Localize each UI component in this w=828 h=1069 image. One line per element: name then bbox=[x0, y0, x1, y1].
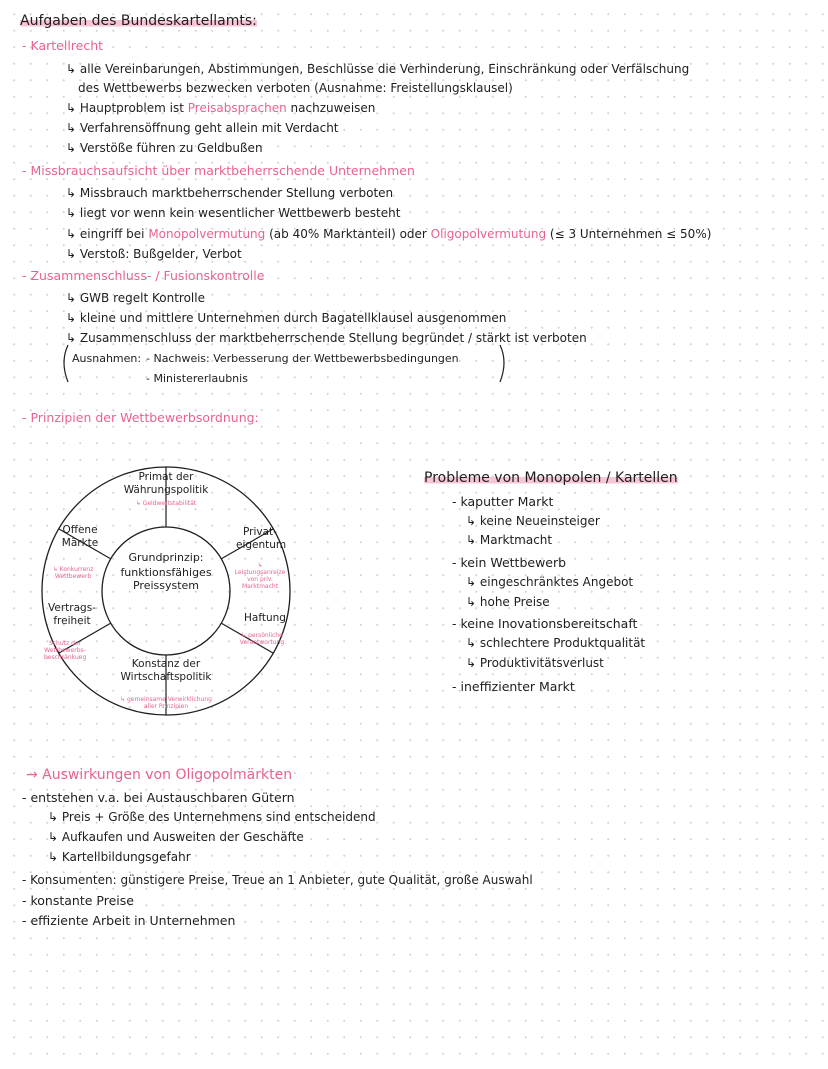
kartellrecht-line-2: ↳ Hauptproblem ist Preisabsprachen nachzuweisen bbox=[66, 101, 376, 115]
wheel-right-top-note: ↳ Leistungsanreize von priv. Marktmacht bbox=[234, 562, 286, 590]
section-fusionskontrolle-heading: - Zusammenschluss- / Fusionskontrolle bbox=[22, 268, 265, 283]
page-title: Aufgaben des Bundeskartellamts: bbox=[20, 13, 257, 29]
wheel-left-top-note: ↳ Konkurrenz Wettbewerb bbox=[52, 566, 94, 580]
kartellrecht-line-4: ↳ Verstöße führen zu Geldbußen bbox=[66, 141, 263, 155]
problem-3a: ↳ schlechtere Produktqualität bbox=[466, 636, 646, 650]
prinzipien-heading: - Prinzipien der Wettbewerbsordnung: bbox=[22, 410, 259, 425]
problem-4: - ineffizienter Markt bbox=[452, 679, 575, 694]
center-title: Grundprinzip: bbox=[128, 551, 204, 564]
oligopolvermutung-term: Oligopolvermutung bbox=[430, 227, 547, 241]
fusion-line-1: ↳ GWB regelt Kontrolle bbox=[66, 291, 205, 305]
problem-1a: ↳ keine Neueinsteiger bbox=[466, 514, 600, 528]
oligopol-line-1: - entstehen v.a. bei Austauschbaren Gütern bbox=[22, 790, 295, 805]
paren-right bbox=[500, 345, 504, 382]
section-missbrauchsaufsicht-heading: - Missbrauchsaufsicht über marktbeherrschende Unternehmen bbox=[22, 163, 415, 178]
missbrauch-line-1: ↳ Missbrauch marktbeherrschender Stellung verboten bbox=[66, 186, 394, 200]
wheel-left-bottom-note: Schutz der Wettbewerbs-beschränkung bbox=[44, 640, 87, 661]
oligopol-line-2: - Konsumenten: günstigere Preise, Treue an 1 Anbieter, gute Qualität, große Auswahl bbox=[22, 873, 533, 887]
problem-1: - kaputter Markt bbox=[452, 494, 554, 509]
wheel-top-note: ↳ Geldwertstabilität bbox=[135, 500, 197, 507]
fusion-line-3: ↳ Zusammenschluss der marktbeherrschende Stellung begründet / stärkt ist verboten bbox=[66, 331, 587, 345]
wheel-right-bottom-note: ↳ persönliche Verantwortung bbox=[239, 632, 285, 646]
preisabsprachen-term: Preisabsprachen bbox=[187, 101, 287, 115]
paren-left bbox=[64, 345, 68, 382]
missbrauch-line-2: ↳ liegt vor wenn kein wesentlicher Wettbewerb besteht bbox=[66, 206, 401, 220]
missbrauch-line-3: ↳ eingriff bei Monopolvermutung (ab 40% Marktanteil) oder Oligopolvermutung (≤ 3 Unternehmen ≤ 50%) bbox=[66, 227, 712, 241]
oligopol-line-3: - konstante Preise bbox=[22, 893, 134, 908]
wheel-right-top-title: Privat-eigentum bbox=[236, 526, 287, 551]
wheel-right-bottom-title: Haftung bbox=[244, 612, 286, 624]
ausnahme-1: - Nachweis: Verbesserung der Wettbewerbsbedingungen bbox=[146, 352, 459, 365]
oligopol-line-1c: ↳ Kartellbildungsgefahr bbox=[48, 850, 191, 864]
problem-3: - keine Inovationsbereitschaft bbox=[452, 616, 638, 631]
problem-3b: ↳ Produktivitätsverlust bbox=[466, 656, 604, 670]
monopolvermutung-term: Monopolvermutung bbox=[148, 227, 266, 241]
ausnahmen-label: Ausnahmen: bbox=[72, 352, 142, 365]
ausnahme-2: - Ministererlaubnis bbox=[146, 372, 248, 385]
problem-2: - kein Wettbewerb bbox=[452, 555, 567, 570]
fusion-line-2: ↳ kleine und mittlere Unternehmen durch Bagatellklausel ausgenommen bbox=[66, 311, 507, 325]
problem-1b: ↳ Marktmacht bbox=[466, 533, 553, 547]
problems-heading: Probleme von Monopolen / Kartellen bbox=[424, 470, 678, 486]
problem-2a: ↳ eingeschränktes Angebot bbox=[466, 575, 634, 589]
wheel-left-bottom-title: Vertrags-freiheit bbox=[48, 602, 96, 627]
wheel-bottom-note: ↳ gemeinsame Verwirklichung aller Prinzipien bbox=[120, 696, 212, 710]
kartellrecht-line-1: ↳ alle Vereinbarungen, Abstimmungen, Beschlüsse die Verhinderung, Einschränkung oder Verfälschung bbox=[66, 62, 690, 76]
missbrauch-line-4: ↳ Verstoß: Bußgelder, Verbot bbox=[66, 247, 242, 261]
kartellrecht-line-1b: des Wettbewerbs bezwecken verboten (Ausnahme: Freistellungsklausel) bbox=[78, 81, 513, 95]
problem-2b: ↳ hohe Preise bbox=[466, 595, 550, 609]
oligopol-line-1a: ↳ Preis + Größe des Unternehmens sind entscheidend bbox=[48, 810, 376, 824]
center-body: funktionsfähiges Preissystem bbox=[120, 566, 212, 592]
wheel-left-top-title: Offene Märkte bbox=[61, 524, 99, 549]
oligopol-line-4: - effiziente Arbeit in Unternehmen bbox=[22, 913, 236, 928]
oligopol-heading: → Auswirkungen von Oligopolmärkten bbox=[26, 767, 293, 783]
section-kartellrecht-heading: - Kartellrecht bbox=[22, 38, 104, 53]
wheel-top-title: Primat der Währungspolitik bbox=[123, 471, 209, 496]
oligopol-line-1b: ↳ Aufkaufen und Ausweiten der Geschäfte bbox=[48, 830, 304, 844]
kartellrecht-line-3: ↳ Verfahrensöffnung geht allein mit Verdacht bbox=[66, 121, 339, 135]
wheel-bottom-title: Konstanz der Wirtschaftspolitik bbox=[120, 658, 212, 683]
